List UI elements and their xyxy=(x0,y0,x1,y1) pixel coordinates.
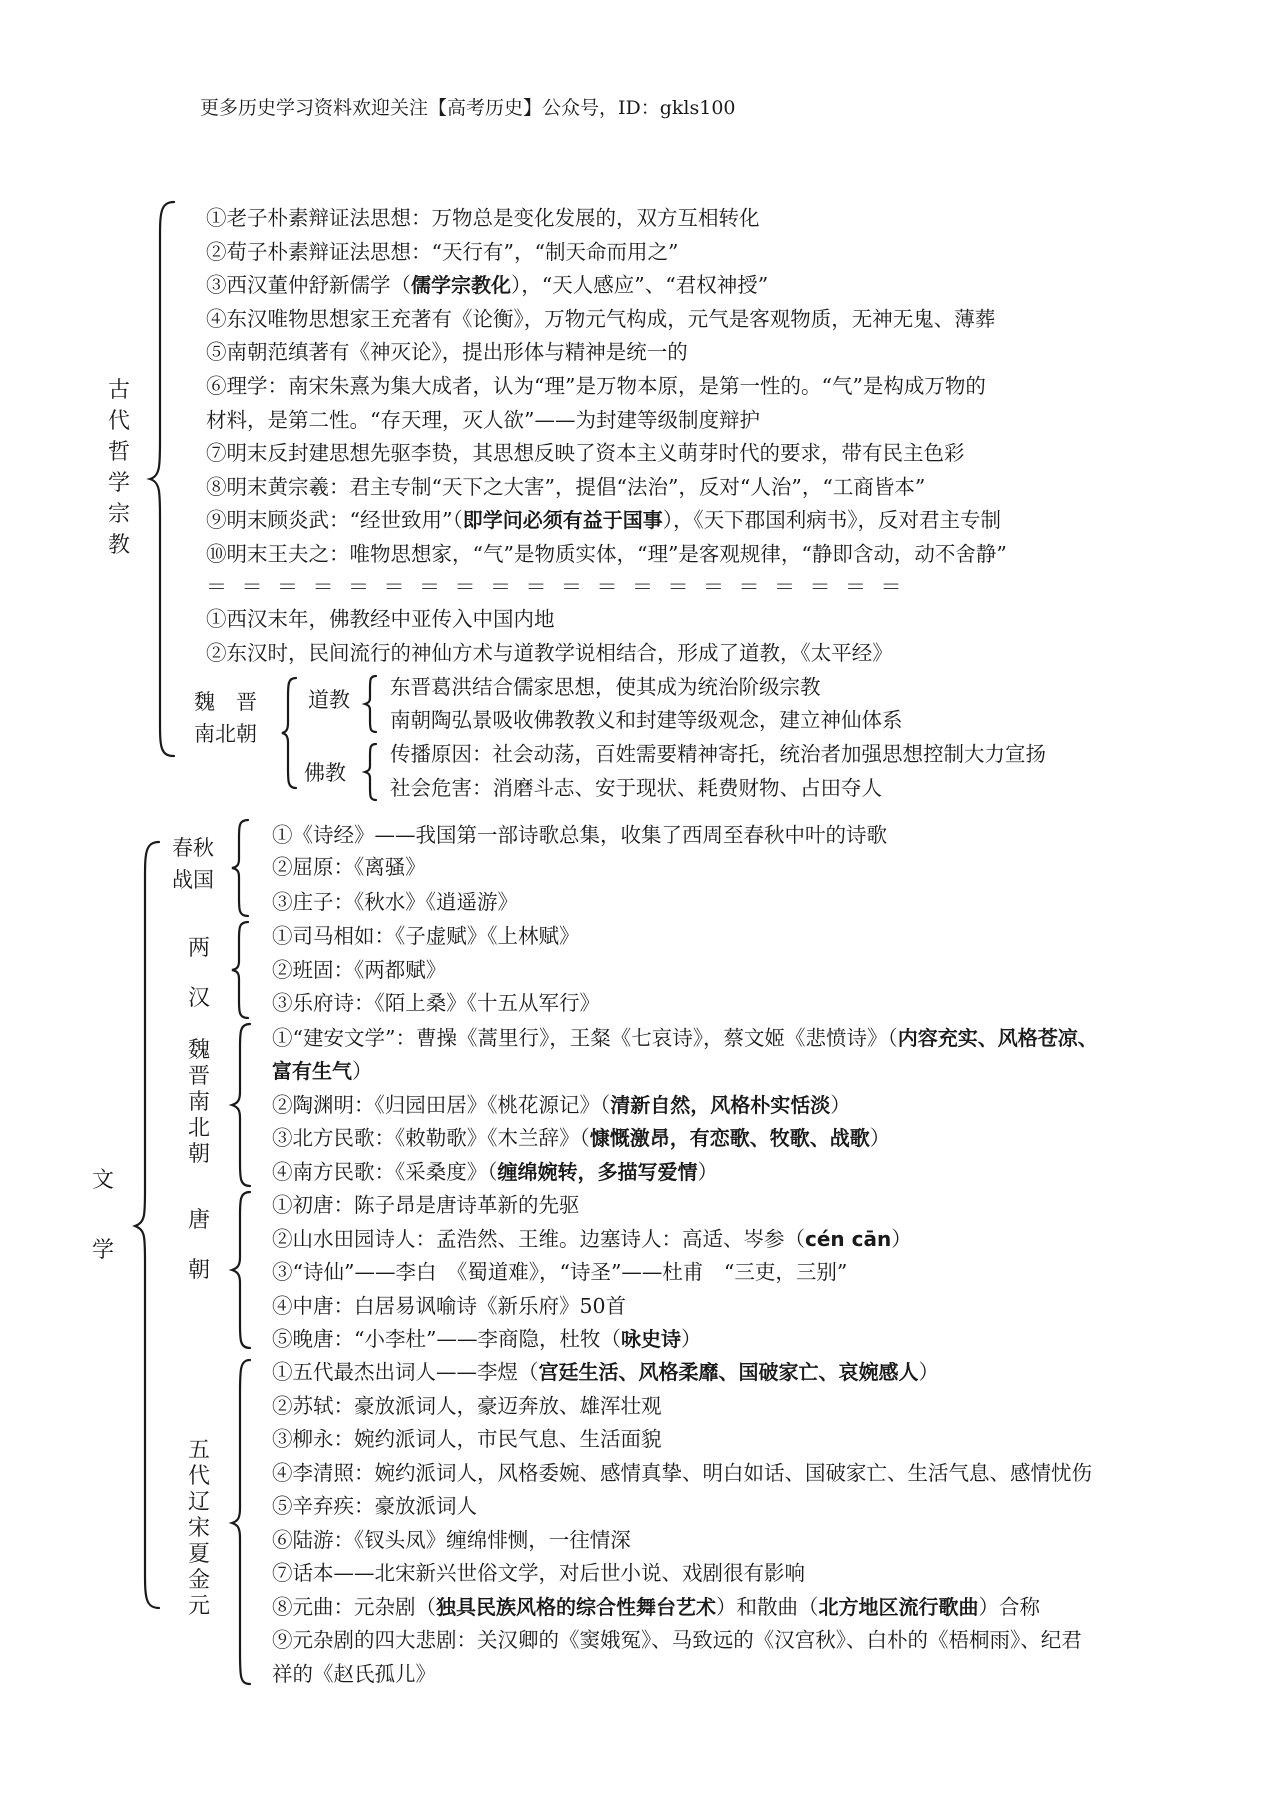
tang-label-char: 唐 xyxy=(188,1208,211,1233)
emphasis-text: 宫廷生活、风格柔靡、国破家亡、哀婉感人 xyxy=(538,1360,919,1384)
tang-label xyxy=(188,1210,210,1282)
lianghan-label-char: 两 xyxy=(188,936,211,961)
line-text: ④李清照：婉约派词人，风格委婉、感情真挚、明白如话、国破家亡、生活气息、感情忧伤 xyxy=(272,1461,1092,1485)
line-text: ③柳永：婉约派词人，市民气息、生活面貌 xyxy=(272,1427,662,1451)
philosophy-item xyxy=(206,238,678,266)
weijin-label xyxy=(188,1040,210,1166)
tang-item xyxy=(272,1258,847,1286)
tang-item xyxy=(272,1292,626,1320)
philosophy-label-char: 哲 xyxy=(108,440,131,465)
philosophy-brace xyxy=(148,200,178,760)
chunqiu-label-line2: 战国 xyxy=(172,868,214,892)
buddhism-item: 传播原因：社会动荡，百姓需要精神寄托，统治者加强思想控制大力宣扬 xyxy=(390,742,1046,766)
daoism-item: 东晋葛洪结合儒家思想，使其成为统治阶级宗教 xyxy=(390,675,821,699)
philosophy-item xyxy=(206,506,1001,534)
literature-brace xyxy=(133,840,163,1612)
line-text: ⑧元曲：元杂剧（ xyxy=(272,1595,436,1619)
chunqiu-label-line1: 春秋 xyxy=(172,836,214,860)
philosophy-label-char: 学 xyxy=(108,471,131,496)
weijin-label-char: 南 xyxy=(188,1090,211,1115)
tang-item xyxy=(272,1325,701,1353)
buddhism-item: 社会危害：消磨斗志、安于现状、耗费财物、占田夺人 xyxy=(390,776,882,800)
line-text: ③“诗仙”——李白 《蜀道难》，“诗圣”——杜甫 “三吏，三别” xyxy=(272,1260,848,1284)
line-text: ①初唐：陈子昂是唐诗革新的先驱 xyxy=(272,1193,580,1217)
philosophy-item xyxy=(206,271,768,299)
lianghan-label-char: 汉 xyxy=(188,986,211,1011)
line-text: ⑦明末反封建思想先驱李贽，其思想反映了资本主义萌芽时代的要求，带有民主色彩 xyxy=(206,441,965,465)
buddhism-brace xyxy=(363,742,379,802)
philosophy-item xyxy=(206,439,965,467)
line-text: ②屈原：《离骚》 xyxy=(272,855,426,879)
line-text: ）合称 xyxy=(978,1595,1040,1619)
wjnbc-label-line2: 南北朝 xyxy=(194,722,257,746)
line-text: ②苏轼：豪放派词人，豪迈奔放、雄浑壮观 xyxy=(272,1394,662,1418)
line-text: ） xyxy=(830,1093,851,1117)
weijin-label-char: 北 xyxy=(188,1116,211,1141)
emphasis-text: 内容充实、风格苍凉、 xyxy=(897,1026,1098,1050)
wudai-label-char: 代 xyxy=(188,1464,211,1489)
line-text: ④东汉唯物思想家王充著有《论衡》，万物元气构成，元气是客观物质，无神无鬼、薄葬 xyxy=(206,307,996,331)
religion-item xyxy=(206,605,555,633)
wjnbc-brace xyxy=(280,676,300,790)
weijin-item xyxy=(272,1024,1098,1052)
line-text: ） xyxy=(352,1059,373,1083)
line-text: ①五代最杰出词人——李煜（ xyxy=(272,1360,539,1384)
lianghan-item xyxy=(272,989,600,1017)
line-text: ⑥陆游：《钗头凤》缠绵悱恻，一往情深 xyxy=(272,1528,631,1552)
line-text: ） xyxy=(918,1360,939,1384)
line-text: ⑤南朝范缜著有《神灭论》，提出形体与精神是统一的 xyxy=(206,340,688,364)
emphasis-text: 慷慨激昂，有恋歌、牧歌、战歌 xyxy=(589,1126,870,1150)
emphasis-text: 缠绵婉转，多描写爱情 xyxy=(497,1160,698,1184)
line-text: ⑩明末王夫之：唯物思想家，“气”是物质实体，“理”是客观规律，“静即含动，动不舍静” xyxy=(206,542,1007,566)
line-text: ②山水田园诗人：孟浩然、王维。边塞诗人：高适、岑参（ xyxy=(272,1227,805,1251)
emphasis-text: 独具民族风格的综合性舞台艺术 xyxy=(436,1595,716,1619)
philosophy-item xyxy=(206,540,1007,568)
line-text: ） xyxy=(869,1126,891,1150)
wudai-item xyxy=(272,1626,1082,1654)
wudai-item xyxy=(272,1593,1040,1621)
wudai-item xyxy=(272,1559,805,1587)
literature-label-char: 学 xyxy=(92,1238,115,1263)
weijin-label-char: 朝 xyxy=(188,1142,211,1167)
wudai-label xyxy=(188,1440,210,1618)
weijin-item xyxy=(272,1124,890,1152)
emphasis-text: 清新自然，风格朴实恬淡 xyxy=(610,1093,831,1117)
line-text: ③西汉董仲舒新儒学（ xyxy=(206,273,411,297)
line-text: ③庄子：《秋水》《逍遥游》 xyxy=(272,890,518,914)
philosophy-item xyxy=(206,406,760,434)
line-text: ），“天人感应”、“君权神授” xyxy=(511,273,769,297)
philosophy-label xyxy=(108,380,130,566)
weijin-label-char: 魏 xyxy=(188,1038,211,1063)
daoism-label: 道教 xyxy=(308,688,350,712)
lianghan-label xyxy=(188,938,210,1010)
wudai-item xyxy=(272,1660,436,1688)
tang-brace xyxy=(230,1190,254,1350)
weijin-item xyxy=(272,1057,373,1085)
line-text: ①老子朴素辩证法思想：万物总是变化发展的，双方互相转化 xyxy=(206,206,760,230)
tang-label-char: 朝 xyxy=(188,1258,211,1283)
philosophy-item xyxy=(206,372,986,400)
literature-label xyxy=(92,1170,114,1262)
philosophy-item xyxy=(206,204,760,232)
line-text: ） xyxy=(680,1327,702,1351)
chunqiu-item xyxy=(272,853,426,881)
buddhism-label: 佛教 xyxy=(304,761,346,785)
line-text: ④南方民歌：《采桑度》（ xyxy=(272,1160,498,1184)
weijin-item xyxy=(272,1158,718,1186)
chunqiu-item xyxy=(272,821,887,849)
literature-label-char: 文 xyxy=(92,1168,115,1193)
philosophy-label-char: 代 xyxy=(108,409,131,434)
philosophy-item xyxy=(206,473,925,501)
wudai-label-char: 夏 xyxy=(188,1542,211,1567)
daoism-brace xyxy=(363,674,379,734)
line-text: ②东汉时，民间流行的神仙方术与道教学说相结合，形成了道教，《太平经》 xyxy=(206,641,893,665)
line-text: ③乐府诗：《陌上桑》《十五从军行》 xyxy=(272,991,600,1015)
emphasis-text: 即学问必须有益于国事 xyxy=(462,508,663,532)
line-text: ⑤晚唐：“小李杜”——李商隐，杜牧（ xyxy=(272,1327,621,1351)
wudai-item xyxy=(272,1492,477,1520)
chunqiu-item xyxy=(272,888,518,916)
tang-item xyxy=(272,1225,912,1253)
line-text: 材料，是第二性。“存天理，灭人欲”——为封建等级制度辩护 xyxy=(206,408,760,432)
philosophy-label-char: 宗 xyxy=(108,502,131,527)
wudai-item xyxy=(272,1526,631,1554)
line-text: ④中唐：白居易讽喻诗《新乐府》50首 xyxy=(272,1294,627,1318)
line-text: ⑧明末黄宗羲：君主专制“天下之大害”，提倡“法治”，反对“人治”，“工商皆本” xyxy=(206,475,926,499)
wudai-label-char: 五 xyxy=(188,1438,211,1463)
wudai-label-char: 金 xyxy=(188,1568,211,1593)
wudai-label-char: 宋 xyxy=(188,1516,211,1541)
weijin-item xyxy=(272,1091,851,1119)
wudai-item xyxy=(272,1425,662,1453)
line-text: ⑤辛弃疾：豪放派词人 xyxy=(272,1494,477,1518)
lianghan-brace xyxy=(230,920,252,1020)
emphasis-text: 咏史诗 xyxy=(620,1327,681,1351)
line-text: ） xyxy=(697,1160,718,1184)
wudai-item xyxy=(272,1358,939,1386)
chunqiu-brace xyxy=(230,818,252,918)
line-text: ①《诗经》——我国第一部诗歌总集，收集了西周至春秋中叶的诗歌 xyxy=(272,823,887,847)
line-text: ②荀子朴素辩证法思想：“天行有”，“制天命而用之” xyxy=(206,240,679,264)
weijin-brace xyxy=(230,1022,254,1188)
wjnbc-label-line1: 魏 晋 xyxy=(194,690,257,714)
daoism-item: 南朝陶弘景吸收佛教教义和封建等级观念，建立神仙体系 xyxy=(390,708,903,732)
wudai-label-char: 辽 xyxy=(188,1490,211,1515)
wudai-brace xyxy=(230,1358,254,1688)
line-text: ），《天下郡国利病书》，反对君主专制 xyxy=(662,508,1001,532)
line-text: ） xyxy=(891,1227,912,1251)
line-text: ⑦话本——北宋新兴世俗文学，对后世小说、戏剧很有影响 xyxy=(272,1561,805,1585)
section-separator: ＝＝＝＝＝＝＝＝＝＝＝＝＝＝＝＝＝＝＝＝ xyxy=(206,575,916,599)
weijin-label-char: 晋 xyxy=(188,1064,211,1089)
line-text: ②陶渊明：《归园田居》《桃花源记》（ xyxy=(272,1093,611,1117)
religion-item xyxy=(206,639,893,667)
header-notice: 更多历史学习资料欢迎关注【高考历史】公众号，ID：gkls100 xyxy=(200,97,736,119)
lianghan-item xyxy=(272,956,446,984)
line-text: ⑨明末顾炎武：“经世致用”（ xyxy=(206,508,463,532)
line-text: ②班固：《两都赋》 xyxy=(272,958,447,982)
emphasis-text: 富有生气 xyxy=(272,1059,352,1083)
line-text: ③北方民歌：《敕勒歌》《木兰辞》（ xyxy=(272,1126,590,1150)
emphasis-text: 北方地区流行歌曲 xyxy=(818,1595,979,1619)
emphasis-text: cén cān xyxy=(805,1227,892,1251)
wudai-label-char: 元 xyxy=(188,1594,211,1619)
line-text: ①“建安文学”：曹操《蒿里行》，王粲《七哀诗》，蔡文姬《悲愤诗》（ xyxy=(272,1026,898,1050)
emphasis-text: 儒学宗教化 xyxy=(411,273,511,297)
philosophy-item xyxy=(206,305,995,333)
line-text: 祥的《赵氏孤儿》 xyxy=(272,1662,436,1686)
philosophy-label-char: 教 xyxy=(108,533,131,558)
line-text: ）和散曲（ xyxy=(716,1595,819,1619)
philosophy-item xyxy=(206,338,688,366)
line-text: ①司马相如：《子虚赋》《上林赋》 xyxy=(272,924,580,948)
philosophy-label-char: 古 xyxy=(108,378,131,403)
lianghan-item xyxy=(272,922,580,950)
wudai-item xyxy=(272,1459,1092,1487)
line-text: ①西汉末年，佛教经中亚传入中国内地 xyxy=(206,607,555,631)
wudai-item xyxy=(272,1392,662,1420)
tang-item xyxy=(272,1191,580,1219)
line-text: ⑥理学：南宋朱熹为集大成者，认为“理”是万物本原，是第一性的。“气”是构成万物的 xyxy=(206,374,986,398)
line-text: ⑨元杂剧的四大悲剧：关汉卿的《窦娥冤》、马致远的《汉宫秋》、白朴的《梧桐雨》、纪君 xyxy=(272,1628,1082,1652)
